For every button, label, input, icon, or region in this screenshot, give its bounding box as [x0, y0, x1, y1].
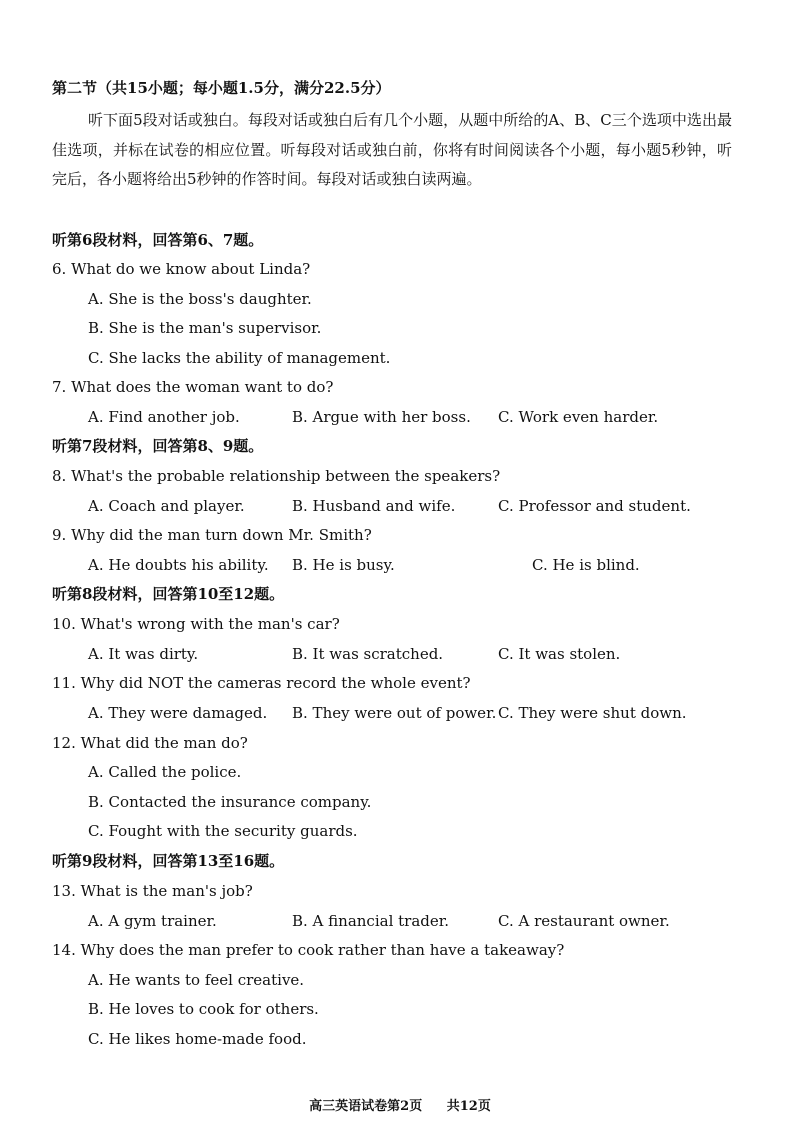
option-10b: B. It was scratched.	[292, 645, 444, 663]
option-9c: C. He is blind.	[532, 556, 640, 574]
option-12a: A. Called the police.	[88, 763, 242, 781]
option-9b: B. He is busy.	[292, 556, 395, 574]
group-heading: 听第8段材料，回答第10至12题。	[52, 585, 285, 603]
option-6b: B. She is the man's supervisor.	[88, 319, 322, 337]
question-14: 14. Why does the man prefer to cook rather than have a takeaway?	[52, 941, 565, 959]
option-13b: B. A financial trader.	[292, 912, 450, 930]
option-13c: C. A restaurant owner.	[498, 912, 670, 930]
option-7c: C. Work even harder.	[498, 408, 659, 426]
section-instructions: 听下面5段对话或独白。每段对话或独白后有几个小题，从题中所给的A、B、C三个选项中选出最佳选项，并标在试卷的相应位置。听每段对话或独白前，你将有时间阅读各个小题，每小题5秒钟，听完后，各小题将给出5秒钟的作答时间。每段对话或独白读两遍。	[52, 111, 732, 188]
option-13a: A. A gym trainer.	[88, 912, 217, 930]
option-14a: A. He wants to feel creative.	[88, 971, 305, 989]
section-title: 第二节（共15小题；每小题1.5分，满分22.5分）	[52, 79, 391, 97]
option-10c: C. It was stolen.	[498, 645, 621, 663]
option-7b: B. Argue with her boss.	[292, 408, 471, 426]
question-10: 10. What's wrong with the man's car?	[52, 615, 340, 633]
group-heading: 听第6段材料，回答第6、7题。	[52, 231, 264, 249]
option-10a: A. It was dirty.	[88, 645, 199, 663]
option-12b: B. Contacted the insurance company.	[88, 793, 372, 811]
group-heading: 听第7段材料，回答第8、9题。	[52, 437, 264, 455]
footer-page-number: 高三英语试卷第2页	[309, 1099, 423, 1114]
question-8: 8. What's the probable relationship between the speakers?	[52, 467, 501, 485]
option-7a: A. Find another job.	[88, 408, 240, 426]
question-12: 12. What did the man do?	[52, 734, 248, 752]
option-6c: C. She lacks the ability of management.	[88, 349, 391, 367]
option-11b: B. They were out of power.	[292, 704, 497, 722]
footer-total-pages: 共12页	[446, 1099, 491, 1114]
option-8c: C. Professor and student.	[498, 497, 691, 515]
option-11c: C. They were shut down.	[498, 704, 687, 722]
question-9: 9. Why did the man turn down Mr. Smith?	[52, 526, 372, 544]
option-14c: C. He likes home-made food.	[88, 1030, 307, 1048]
option-8b: B. Husband and wife.	[292, 497, 456, 515]
question-7: 7. What does the woman want to do?	[52, 378, 334, 396]
group-heading: 听第9段材料，回答第13至16题。	[52, 852, 285, 870]
question-6: 6. What do we know about Linda?	[52, 260, 311, 278]
option-6a: A. She is the boss's daughter.	[88, 290, 312, 308]
question-13: 13. What is the man's job?	[52, 882, 253, 900]
option-11a: A. They were damaged.	[88, 704, 268, 722]
option-14b: B. He loves to cook for others.	[88, 1000, 319, 1018]
page-footer	[0, 1095, 800, 1114]
question-11: 11. Why did NOT the cameras record the whole event?	[52, 674, 471, 692]
option-9a: A. He doubts his ability.	[88, 556, 269, 574]
option-8a: A. Coach and player.	[88, 497, 245, 515]
option-12c: C. Fought with the security guards.	[88, 822, 358, 840]
